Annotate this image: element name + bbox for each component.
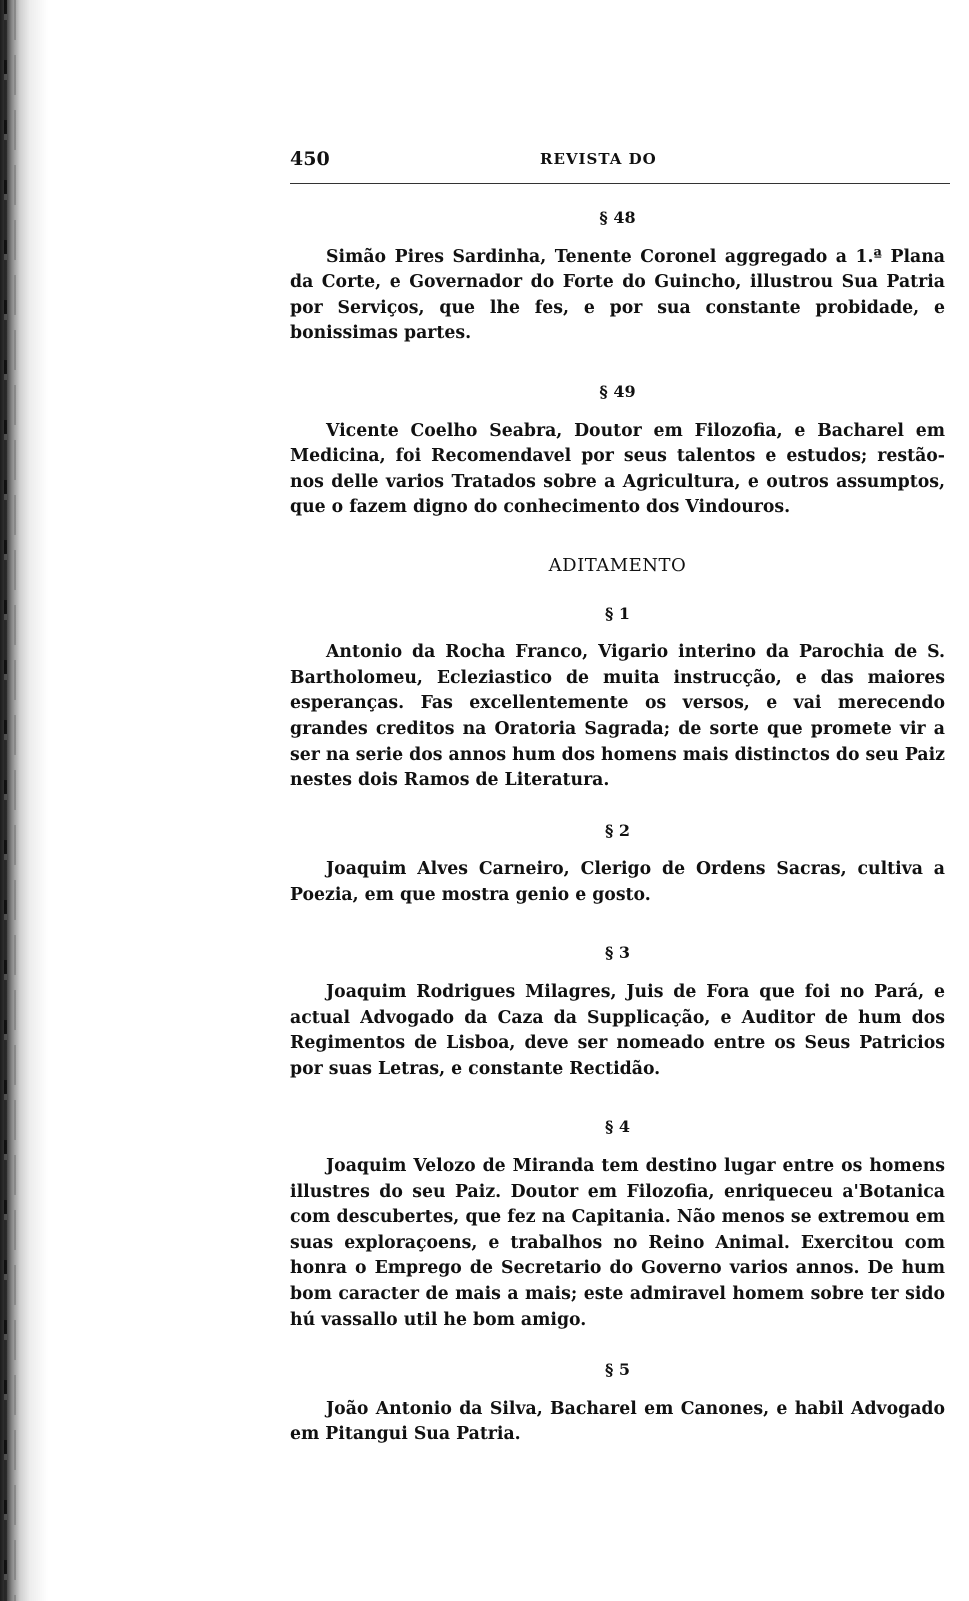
section-text-4: Joaquim Velozo de Miranda tem destino lugar entre os homens illustres do seu Paiz. Doutor em Filozofia, enriqueceu a'Botanica com descubertes, que fez na Capitania. Não menos se extremou em suas exploraçoens, e trabalhos no Reino Animal. Exercitou com honra o Emprego de Secretario do Governo varios annos. De hum bom caracter de mais a mais; este admiravel homem sobre ter sido hú vassallo util he bom amigo.	[290, 1156, 945, 1330]
section-heading-48: § 48	[599, 208, 636, 227]
section-heading-4: § 4	[604, 1117, 631, 1137]
page-body	[290, 205, 945, 1472]
section-text-49: Vicente Coelho Seabra, Doutor em Filozofia, e Bacharel em Medicina, foi Recomendavel por seus talentos e estudos; restão-nos delle varios Tratados sobre a Agricultura, e outros assumptos, que o fazem digno do conhecimento dos Vindouros.	[290, 420, 945, 518]
section-text-1: Antonio da Rocha Franco, Vigario interino da Parochia de S. Bartholomeu, Ecleziastico de muita instrucção, e das maiores esperanças. Fas excellentemente os versos, e vai merecendo grandes creditos na Oratoria Sagrada; de sorte que promete vir a ser na serie dos annos hum dos homens mais distinctos do seu Paiz nestes dois Ramos de Literatura.	[290, 642, 945, 791]
section-heading-49: § 49	[599, 381, 636, 401]
book-binding-edge	[0, 0, 48, 1601]
section-text-2: Joaquim Alves Carneiro, Clerigo de Ordens Sacras, cultiva a Poezia, em que mostra genio e gosto.	[290, 859, 945, 905]
section-heading-1: § 1	[604, 603, 631, 623]
page-header	[290, 148, 950, 174]
section-text-48: Simão Pires Sardinha, Tenente Coronel aggregado a 1.ª Plana da Corte, e Governador do Forte do Guincho, illustrou Sua Patria por Serviços, que lhe fes, e por sua constante probidade, e bonissimas partes.	[290, 246, 945, 344]
section-heading-2: § 2	[604, 820, 631, 840]
section-text-5: João Antonio da Silva, Bacharel em Canones, e habil Advogado em Pitangui Sua Patria.	[290, 1398, 945, 1445]
section-heading-5: § 5	[604, 1360, 631, 1380]
section-text-3: Joaquim Rodrigues Milagres, Juis de Fora que foi no Pará, e actual Advogado da Caza da Supplicação, e Auditor de hum dos Regimentos de Lisboa, deve ser nomeado entre os Seus Patricios por suas Letras, e constante Rectidão.	[290, 982, 945, 1079]
running-title: REVISTA DO	[540, 150, 657, 168]
header-rule	[290, 183, 950, 184]
section-heading-3: § 3	[604, 943, 631, 963]
page-number: 450	[290, 148, 330, 170]
aditamento-heading: ADITAMENTO	[548, 554, 687, 576]
